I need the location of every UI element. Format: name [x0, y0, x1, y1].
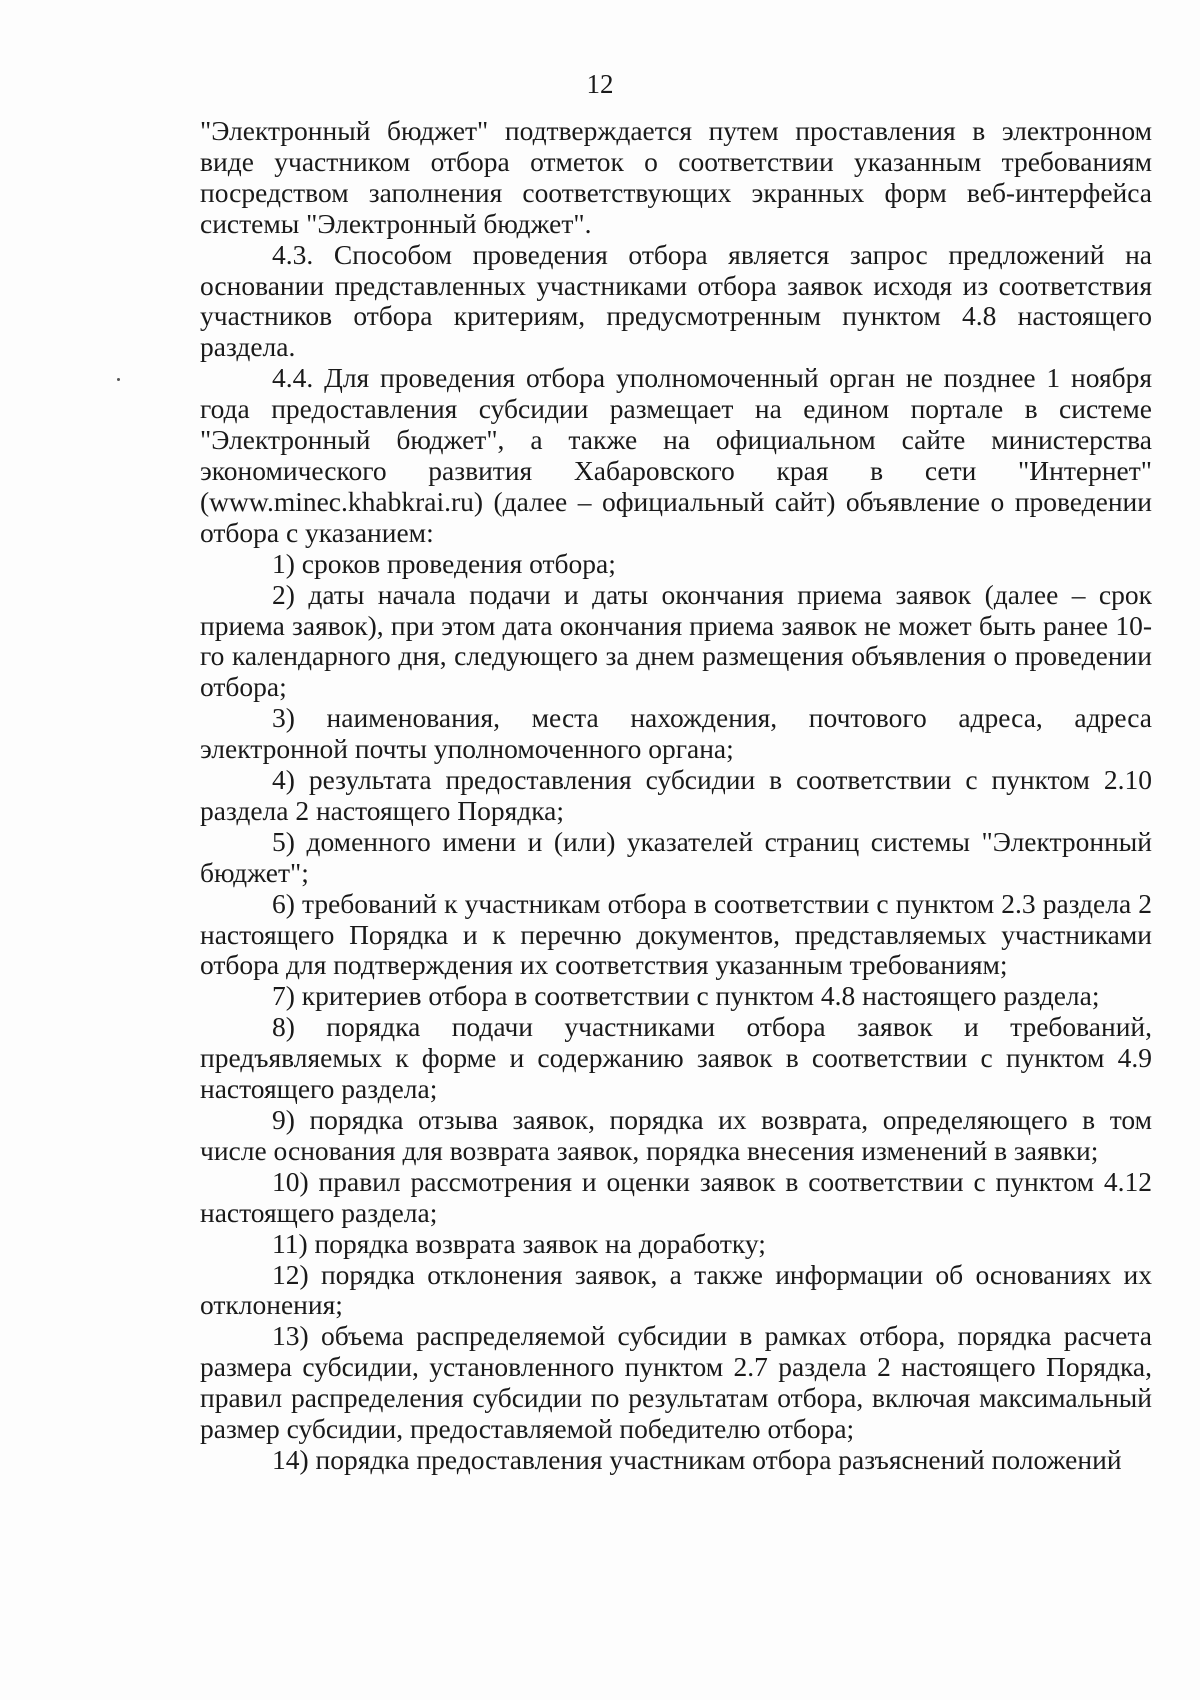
list-item-14: 14) порядка предоставления участникам отбора разъяснений положений — [272, 1443, 1122, 1475]
list-item-10: 10) правил рассмотрения и оценки заявок в соответствии с пунктом 4.12 настоящего раздела; — [200, 1165, 1152, 1228]
list-item-4: 4) результата предоставления субсидии в соответствии с пунктом 2.10 раздела 2 настоящего Порядка; — [200, 764, 1152, 826]
list-item-9: 9) порядка отзыва заявок, порядка их возврата, определяющего в том числе основания для возврата заявок, порядка внесения изменений в заявки; — [200, 1104, 1152, 1166]
page-number: 12 — [586, 69, 614, 99]
document-body — [200, 116, 1152, 1476]
list-item-13: 13) объема распределяемой субсидии в рамках отбора, порядка расчета размера субсидии, установленного пунктом 2.7 раздела 2 настоящего Порядка, правил распределения субсидии по результатам отбора, включая максимальный размер субсидии, предоставляемой победителю отбора; — [200, 1320, 1152, 1445]
paragraph-4-4: 4.4. Для проведения отбора уполномоченный орган не позднее 1 ноября года предоставления субсидии размещает на едином портале в системе "Электронный бюджет", а также на официальном сайте министерства экономического развития Хабаровского края в сети "Интернет" (www.minec.khabkrai.ru) (далее – официальный сайт) объявление о проведении отбора с указанием: — [200, 362, 1152, 548]
list-item-2: 2) даты начала подачи и даты окончания приема заявок (далее – срок приема заявок), при этом дата окончания приема заявок не может быть ранее 10-го календарного дня, следующего за днем размещения объявления о проведении отбора; — [200, 578, 1152, 703]
list-item-3: 3) наименования, места нахождения, почтового адреса, адреса электронной почты уполномоченного органа; — [200, 702, 1152, 765]
scan-speck — [117, 378, 120, 381]
list-item-12: 12) порядка отклонения заявок, а также информации об основаниях их отклонения; — [200, 1258, 1152, 1321]
list-item-5: 5) доменного имени и (или) указателей страниц системы "Электронный бюджет"; — [200, 825, 1152, 888]
list-item-8: 8) порядка подачи участниками отбора заявок и требований, предъявляемых к форме и содержанию заявок в соответствии с пунктом 4.9 настоящего раздела; — [200, 1011, 1152, 1105]
paragraph-continuation: "Электронный бюджет" подтверждается путем проставления в электронном виде участником отбора отметок о соответствии указанным требованиям посредством заполнения соответствующих экранных форм веб-интерфейса системы "Электронный бюджет". — [200, 115, 1152, 239]
list-item-6: 6) требований к участникам отбора в соответствии с пунктом 2.3 раздела 2 настоящего Порядка и к перечню документов, представляемых участниками отбора для подтверждения их соответствия указанным требованиям; — [200, 887, 1152, 981]
list-item-1: 1) сроков проведения отбора; — [272, 547, 616, 579]
list-item-11: 11) порядка возврата заявок на доработку; — [272, 1227, 766, 1259]
paragraph-4-3: 4.3. Способом проведения отбора является запрос предложений на основании представленных участниками отбора заявок исходя из соответствия участников отбора критериям, предусмотренным пунктом 4.8 настоящего раздела. — [200, 238, 1152, 363]
list-item-7: 7) критериев отбора в соответствии с пунктом 4.8 настоящего раздела; — [272, 980, 1100, 1012]
